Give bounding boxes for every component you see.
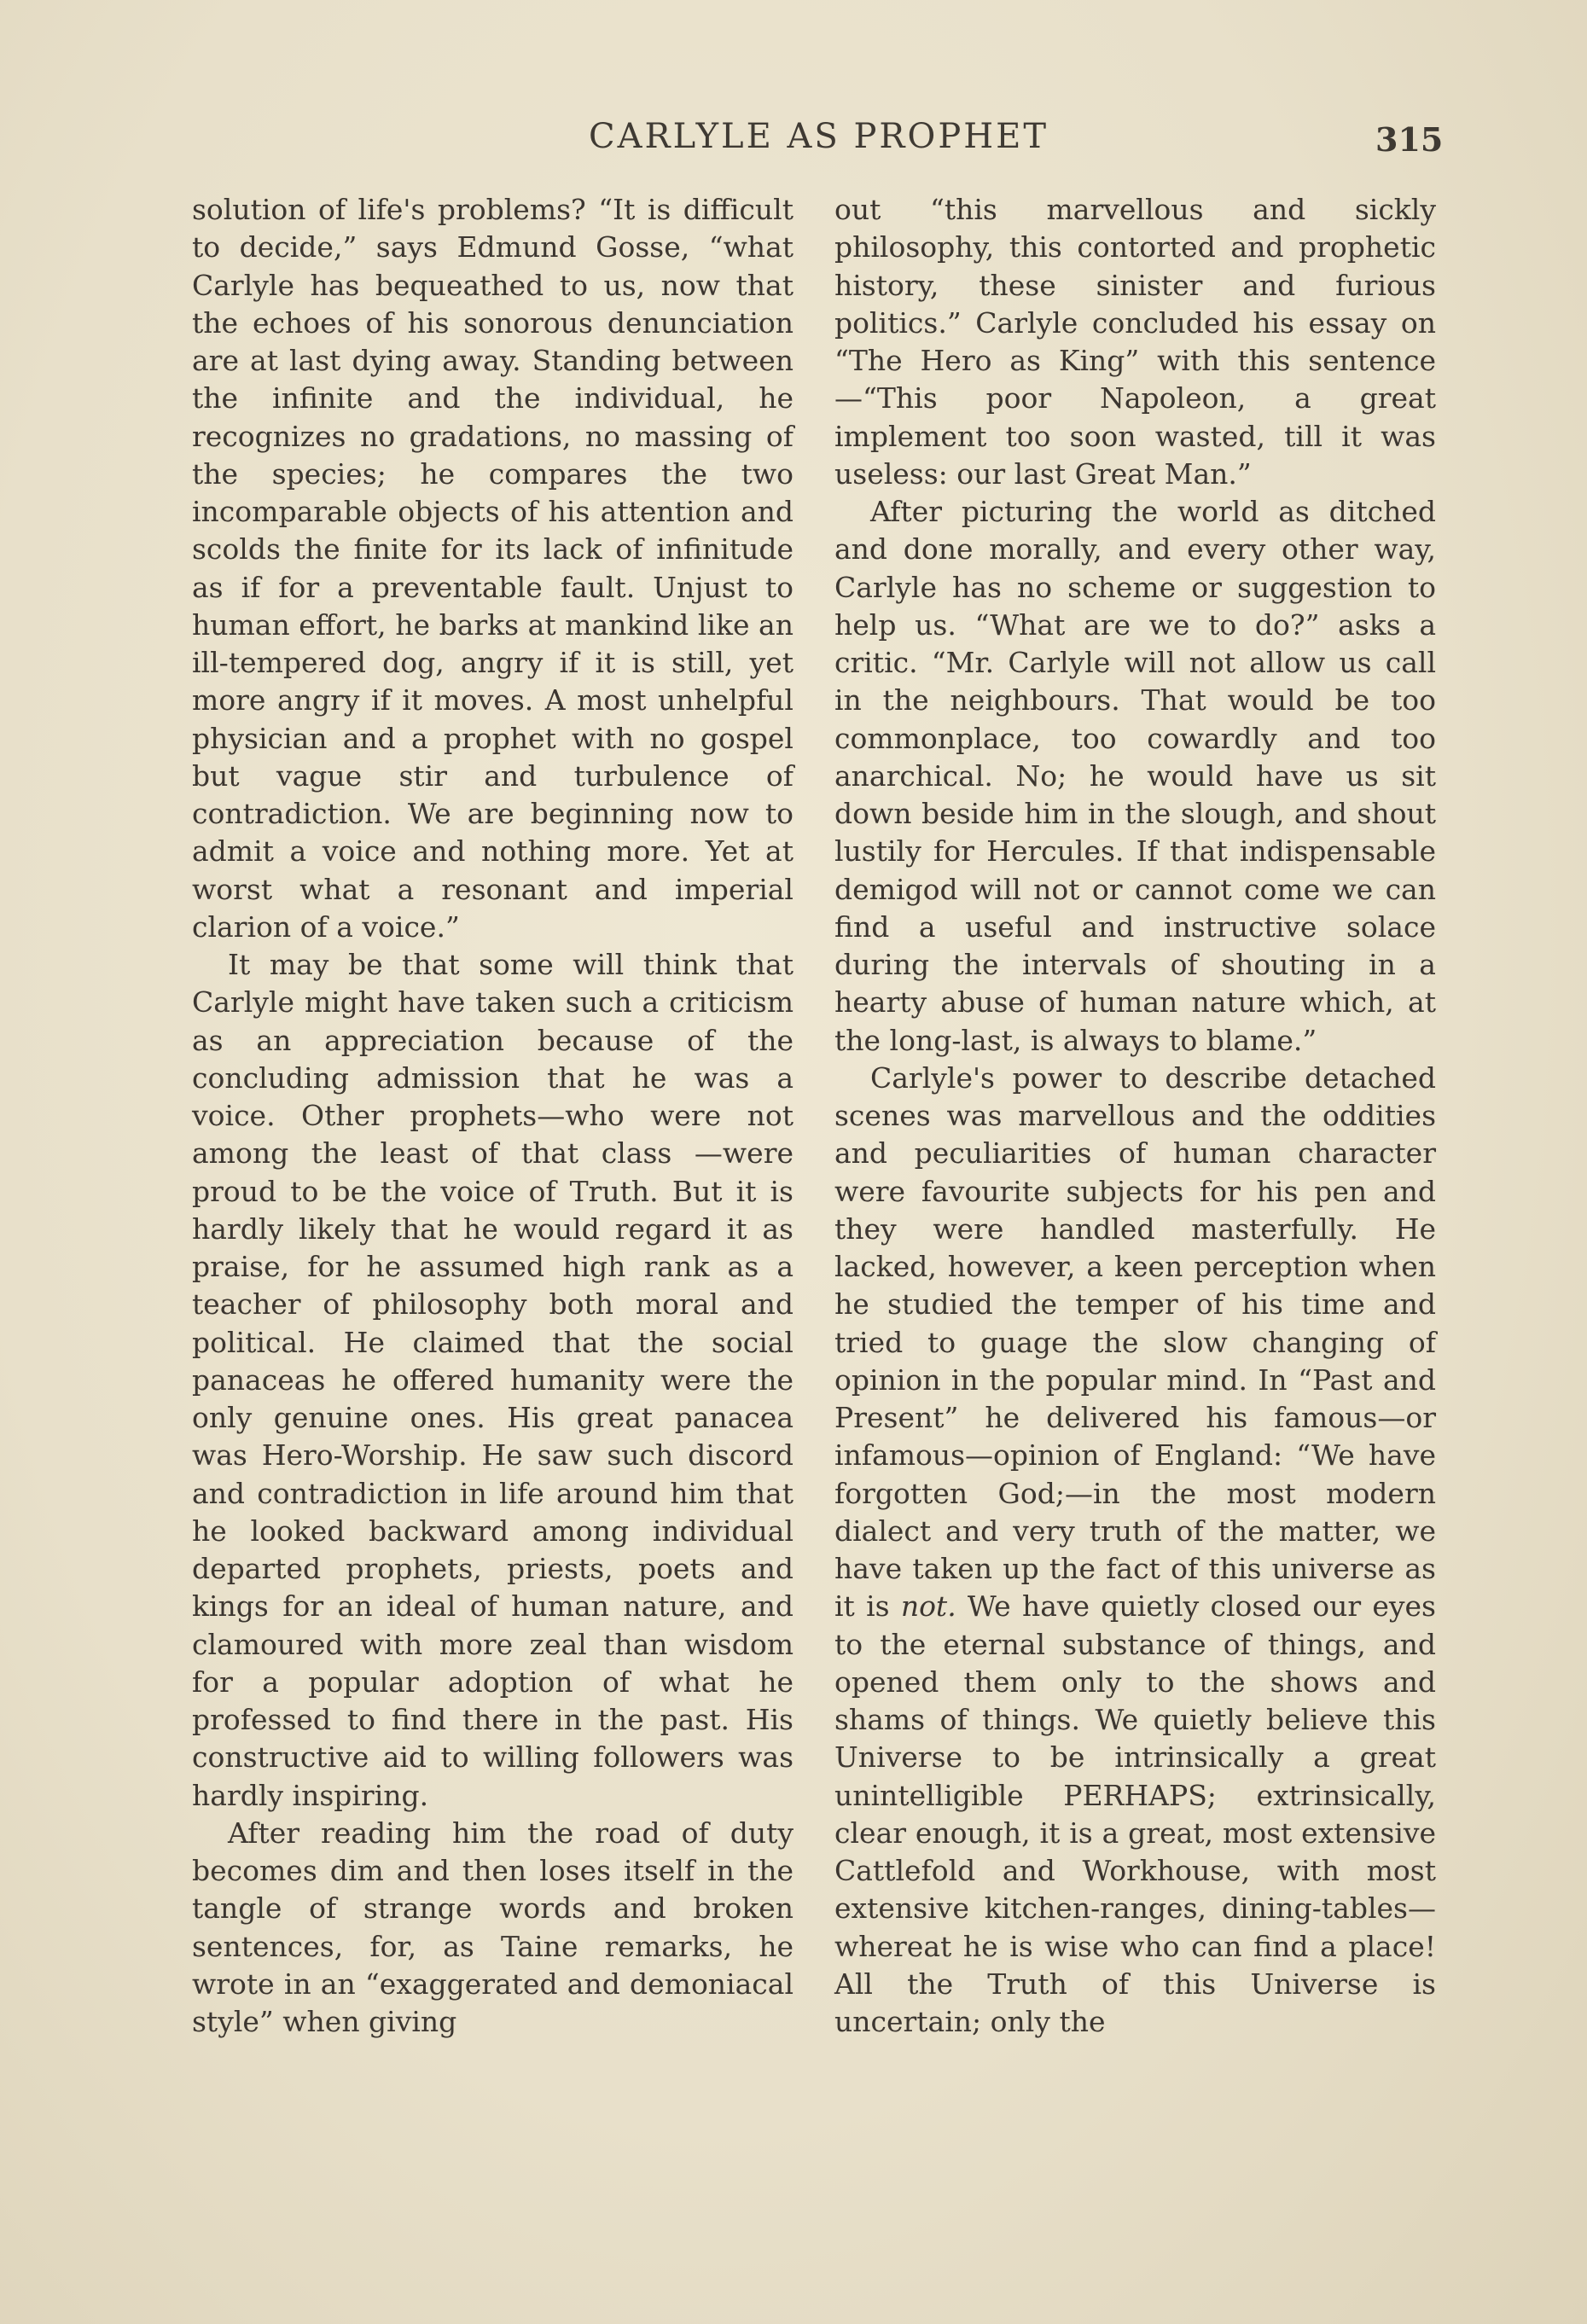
paragraph: After reading him the road of duty becomes dim and then loses itself in the tangle of strange words and broken sentences, for, as Taine remarks, he wrote in an “exaggerated and demoniacal style” when giving xyxy=(192,1816,794,2038)
left-column xyxy=(192,191,794,2041)
paragraph xyxy=(834,1060,1436,2042)
paragraph-text: Carlyle's power to describe detached scenes was marvellous and the oddities and peculiarities of human character were favourite subjects for his pen and they were handled masterfully. He lacked, however, a keen perception when he studied the temper of his time and tried to guage the slow changing of opinion in the popular mind. In “Past and Present” he delivered his famous—or infamous—opinion of England: “We have forgotten God;—in the most modern dialect and very truth of the matter, we have taken up the fact of this universe as it is xyxy=(834,1060,1436,1624)
right-column xyxy=(834,191,1436,2041)
paragraph-text: We have quietly closed our eyes to the eternal substance of things, and opened them only to the shows and shams of things. We quietly believe this Universe to be intrinsically a great unintelligible PERHAPS; extrinsically, clear enough, it is a great, most extensive Cattlefold and Workhouse, with most extensive kitchen-ranges, dining-tables—whereat he is wise who can find a place! All the Truth of this Universe is uncertain; only the xyxy=(834,1589,1436,2038)
page-number: 315 xyxy=(1375,120,1444,159)
paragraph: After picturing the world as ditched and done morally, and every other way, Carlyle has no scheme or suggestion to help us. “What are we to do?” asks a critic. “Mr. Carlyle will not allow us call in the neighbours. That would be too commonplace, too cowardly and too anarchical. No; he would have us sit down beside him in the slough, and shout lustily for Hercules. If that indispensable demigod will not or cannot come we can find a useful and instructive solace during the intervals of shouting in a hearty abuse of human nature which, at the long-last, is always to blame.” xyxy=(834,495,1436,1057)
page-header xyxy=(0,111,1587,162)
paragraph: It may be that some will think that Carlyle might have taken such a criticism as an appreciation because of the concluding admission that he was a voice. Other prophets—who were not among the least of that class —were proud to be the voice of Truth. But it is hardly likely that he would regard it as praise, for he assumed high rank as a teacher of philosophy both moral and political. He claimed that the social panaceas he offered humanity were the only genuine ones. His great panacea was Hero-Worship. He saw such discord and contradiction in life around him that he looked backward among individual departed prophets, priests, poets and kings for an ideal of human nature, and clamoured with more zeal than wisdom for a popular adoption of what he professed to find there in the past. His constructive aid to willing followers was hardly inspiring. xyxy=(192,948,794,1812)
paragraph: solution of life's problems? “It is difficult to decide,” says Edmund Gosse, “what Carlyle has bequeathed to us, now that the echoes of his sonorous denunciation are at last dying away. Standing between the infinite and the individual, he recognizes no gradations, no massing of the species; he compares the two incomparable objects of his attention and scolds the finite for its lack of infinitude as if for a preventable fault. Unjust to human effort, he barks at mankind like an ill-tempered dog, angry if it is still, yet more angry if it moves. A most unhelpful physician and a prophet with no gospel but vague stir and turbulence of contradiction. We are beginning now to admit a voice and nothing more. Yet at worst what a resonant and imperial clarion of a voice.” xyxy=(192,193,794,944)
emphasis-text: not. xyxy=(900,1589,956,1624)
paragraph: out “this marvellous and sickly philosophy, this contorted and prophetic history, these sinister and furious politics.” Carlyle concluded his essay on “The Hero as King” with this sentence—“This poor Napoleon, a great implement too soon wasted, till it was useless: our last Great Man.” xyxy=(834,193,1436,491)
running-title: CARLYLE AS PROPHET xyxy=(589,117,1049,156)
